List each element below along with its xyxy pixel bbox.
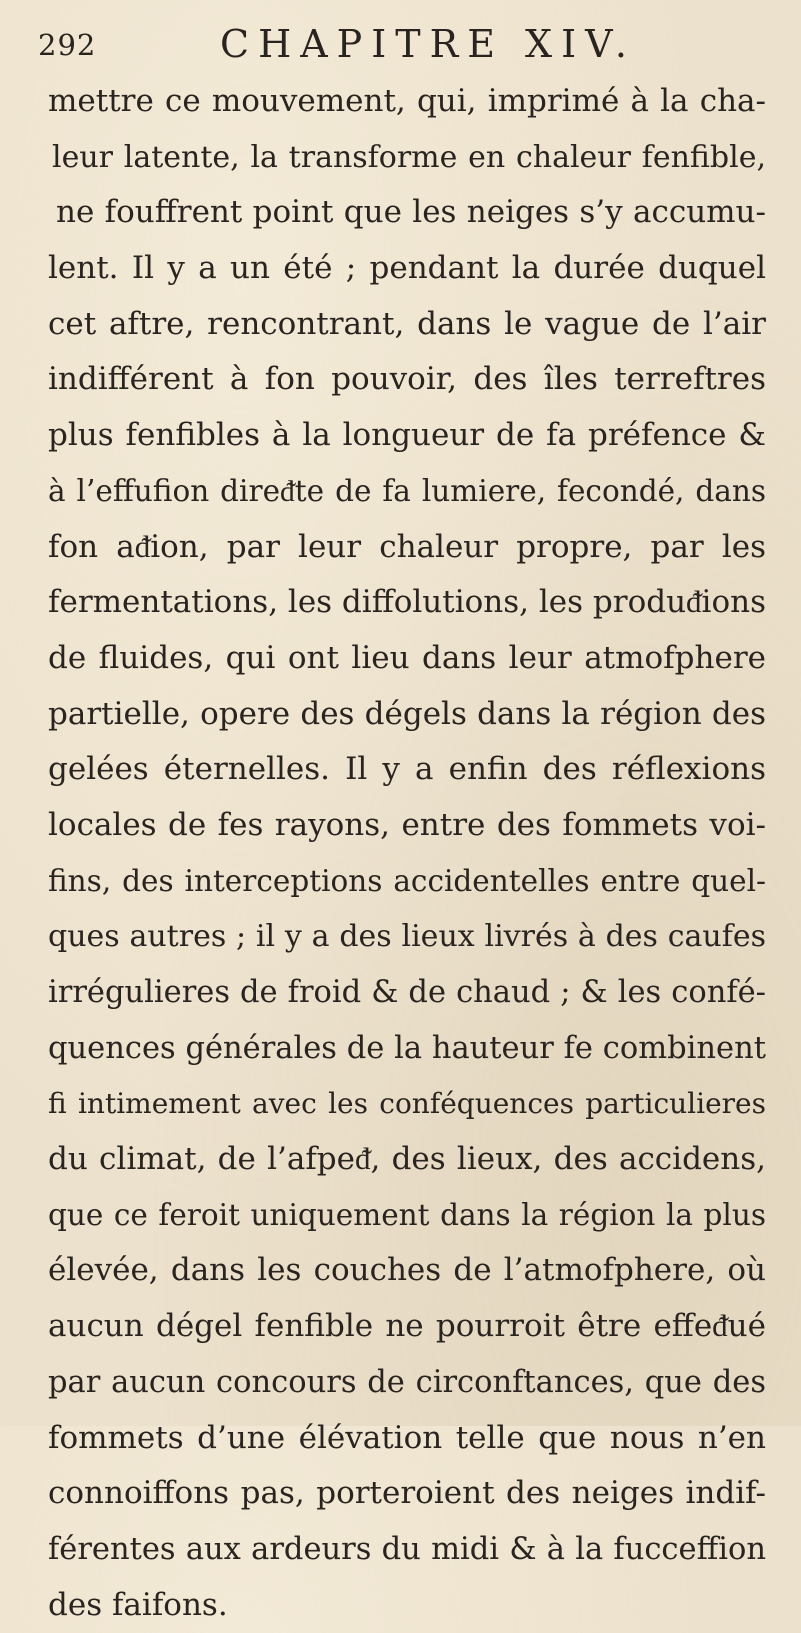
text-line: locales de fes rayons, entre des fommets voi- [48,806,766,843]
text-line: aucun dégel fenfible ne pourroit être effeᵭué [48,1308,766,1345]
text-line: ques autres ; il y a des lieux livrés à des caufes [48,919,766,955]
text-line: fon aᵭion, par leur chaleur propre, par les [48,528,766,565]
text-line: élevée, dans les couches de l’atmofphere, où [48,1252,766,1289]
text-line: du climat, de l’afpeᵭ, des lieux, des accidens, [48,1141,766,1178]
text-line: férentes aux ardeurs du midi & à la fucceffion [48,1531,766,1567]
text-line: à l’effufion direᵭte de fa lumiere, fecondé, dans [48,473,766,508]
page-header [38,8,778,68]
text-line: gelées éternelles. Il y a enfin des réflexions [48,751,766,788]
text-line: que ce feroit uniquement dans la région la plus [48,1197,766,1232]
text-line: cet aftre, rencontrant, dans le vague de l’air [48,305,766,342]
text-line: ne fouffrent point que les neiges s’y accumu- [56,194,766,231]
chapter-running-head: CHAPITRE XIV. [220,22,636,66]
text-line: de fluides, qui ont lieu dans leur atmofphere [48,639,766,676]
text-line: indifférent à fon pouvoir, des îles terreftres [48,361,766,398]
text-line: irrégulieres de froid & de chaud ; & les confé- [48,975,766,1010]
text-line: lent. Il y a un été ; pendant la durée duquel [48,250,766,287]
text-line: leur latente, la transforme en chaleur fenfible, [52,139,766,175]
text-line: fi intimement avec les conféquences particulieres [48,1087,766,1121]
text-line: mettre ce mouvement, qui, imprimé à la cha- [48,83,766,119]
text-line: par aucun concours de circonftances, que des [48,1364,766,1400]
text-line: partielle, opere des dégels dans la région des [48,695,766,732]
body-text [48,74,766,1633]
text-line: fermentations, les diffolutions, les produᵭions [48,584,766,621]
text-line: connoiffons pas, porteroient des neiges indif- [48,1475,766,1512]
text-line: plus fenfibles à la longueur de fa préfence & [48,417,766,454]
text-line: fins, des interceptions accidentelles entre quel- [48,863,766,898]
text-line-last: des faifons. [48,1586,228,1623]
text-line: fommets d’une élévation telle que nous n’en [48,1419,766,1456]
page-number: 292 [38,28,97,62]
text-line: quences générales de la hauteur fe combinent [48,1030,766,1066]
